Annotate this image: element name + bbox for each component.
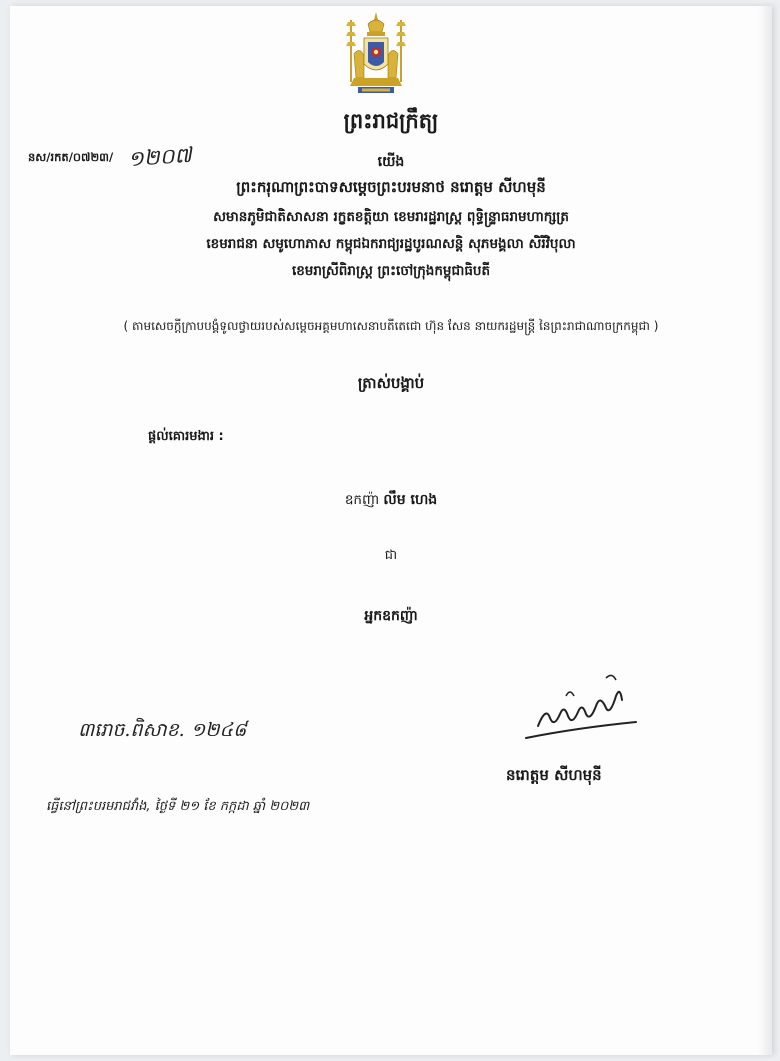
document-page <box>10 6 772 1055</box>
king-name-line: ព្រះករុណាព្រះបាទសម្តេចព្រះបរមនាថ នរោត្តម សីហមុនី <box>236 178 546 196</box>
as-word: ជា <box>384 548 398 563</box>
recipient-prefix: ឧកញ៉ា <box>344 492 380 508</box>
place-and-date: ធ្វើនៅព្រះបរមរាជវាំង, ថ្ងៃទី ២១ ខែ កក្កដា ឆ្នាំ ២០២៣ <box>46 799 310 814</box>
royal-title-line-2: សមានភូមិជាតិសាសនា រក្ខតខត្តិយា ខេមរារដ្ឋរាស្ត្រ ពុទ្ធិន្ទ្រាធរាមហាក្សត្រ <box>213 209 569 225</box>
signatory-name: នរោត្តម សីហមុនី <box>506 766 602 784</box>
grant-title-label: ផ្តល់គោរមងារ : <box>148 429 224 444</box>
royal-signature <box>516 666 646 748</box>
lunar-date-handwritten: ៣រោច.ពិសាខ. ១២៤៨ <box>78 719 247 741</box>
recipient-name: លឹម ហេង <box>383 492 438 508</box>
document-title: ព្រះរាជក្រឹត្យ <box>343 109 439 133</box>
handwritten-reference: ១២០៧ <box>127 142 193 172</box>
rank-title: អ្នកឧកញ៉ា <box>364 608 418 624</box>
proposal-note: ( តាមសេចក្តីក្រាបបង្គំទូលថ្វាយរបស់សម្តេចអគ្គមហាសេនាបតីតេជោ ហ៊ុន សែន នាយករដ្ឋមន្ត្រី នៃព្រះរាជាណាចក្រកម្ពុជា ) <box>123 319 659 333</box>
reference-number: នស/រកត/០៧២៣/ <box>28 150 114 164</box>
royal-title-line-3: ខេមរាជនា សមូហោភាស កម្ពុជឯករាជ្យរដ្ឋបូរណសន្តិ សុភមង្គលា សិរីវិបុលា <box>206 236 576 252</box>
decrees-heading: ត្រាស់បង្គាប់ <box>357 374 425 392</box>
royal-title-line-4: ខេមរាស្រីពិរាស្ត្រ ព្រះចៅក្រុងកម្ពុជាធិបតី <box>291 263 491 279</box>
we-heading: យើង <box>377 154 405 170</box>
recipient-line <box>10 490 772 511</box>
royal-coat-of-arms-icon <box>340 10 412 98</box>
